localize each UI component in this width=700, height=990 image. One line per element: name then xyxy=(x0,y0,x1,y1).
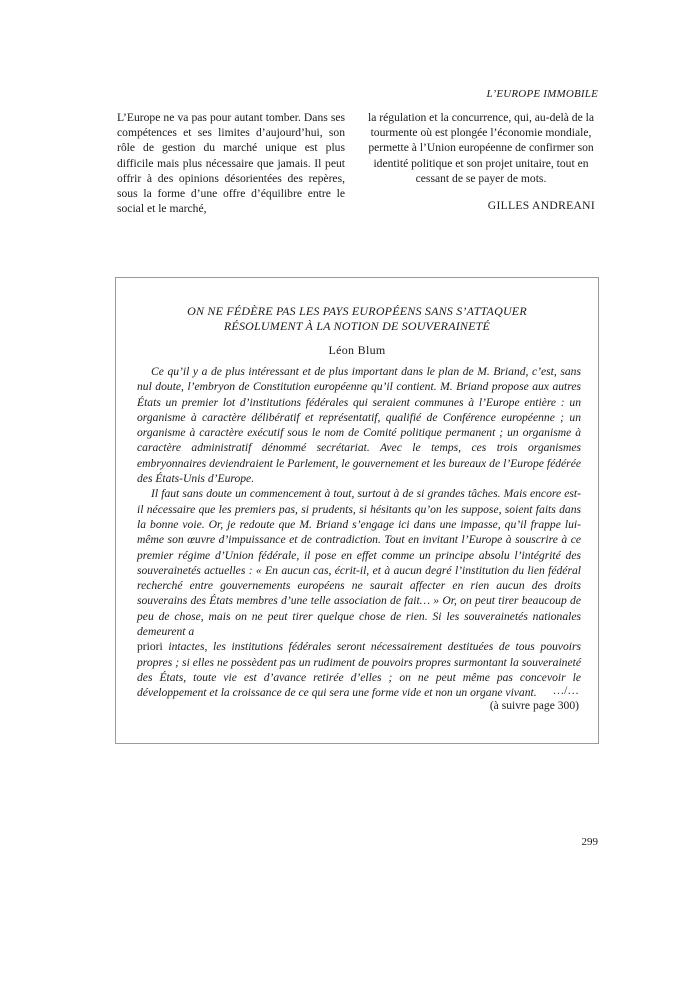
running-head: L’EUROPE IMMOBILE xyxy=(486,88,598,100)
quote-paragraph-2-part2: intactes, les institutions fédérales seront nécessairement destituées de tous pouvoirs propres ; si elles ne possèdent pas un rudiment de pouvoirs propres surmontant la souveraineté des États, toute vie est d’avance retirée d’elles ; on ne peut même pas concevoir le développement et la croissance de ce qui sera une forme vide et non un organe vivant. xyxy=(137,640,581,700)
article-left-text: L’Europe ne va pas pour autant tomber. Dans ses compétences et ses limites d’aujourd’hui, son rôle de gestion du marché unique est plus difficile mais plus nécessaire que jamais. Il peut offrir à des opinions désorientées des repères, sous la forme d’une offre d’équilibre entre le social et le marché, xyxy=(117,111,345,216)
quote-box-title xyxy=(116,304,598,334)
continuation-note: (à suivre page 300) xyxy=(489,699,579,712)
quote-box xyxy=(115,277,599,744)
quote-box-author: Léon Blum xyxy=(328,343,386,357)
quote-paragraph-2-priori: priori xyxy=(137,640,163,654)
article-signature: GILLES ANDREANI xyxy=(487,199,595,213)
quote-box-title-line1: ON NE FÉDÈRE PAS LES PAYS EUROPÉENS SANS S’ATTAQUER xyxy=(187,304,527,318)
quote-paragraph-1: Ce qu’il y a de plus intéressant et de plus important dans le plan de M. Briand, c’est, sans nul doute, l’embryon de Constitution européenne qu’il contient. M. Briand propose aux autres États un premier lot d’institutions fédérales qui seraient communes à l’Europe entière : un organisme à caractère délibératif et représentatif, qualifié de Conférence européenne ; un organisme à caractère exécutif sous le nom de Comité politique permanent ; un organisme à caractère administratif dénommé secrétariat. Avec le temps, ces trois organismes embryonnaires deviendraient le Parlement, le gouvernement et les bureaux de l’Europe fédérée des États-Unis d’Europe. xyxy=(137,365,581,486)
article-right-column xyxy=(367,110,595,213)
quote-box-title-line2: RÉSOLUMENT À LA NOTION DE SOUVERAINETÉ xyxy=(223,319,491,333)
quote-box-body xyxy=(137,364,581,701)
article-right-text: la régulation et la concurrence, qui, au-delà de la tourmente où est plongée l’économie mondiale, permette à l’Union européenne de confirmer son identité politique et son projet unitaire, tout en cessant de se payer de mots. xyxy=(368,111,594,185)
article-left-column xyxy=(117,110,345,216)
page-number: 299 xyxy=(581,836,598,848)
continuation-dots: …/… xyxy=(552,684,579,697)
quote-paragraph-2 xyxy=(137,486,581,700)
quote-paragraph-2-part1: Il faut sans doute un commencement à tout, surtout à de si grandes tâches. Mais encore est-il nécessaire que les premiers pas, si prudents, si hésitants qu’on les suppose, soient faits dans la bonne voie. Or, je redoute que M. Briand s’engage ici dans une impasse, qu’il frappe lui-même son œuvre d’impuissance et de contradiction. Tout en invitant l’Europe à souscrire à ce premier régime d’Union fédérale, il pose en effet comme un principe absolu l’intégrité des souverainetés actuelles : « En aucun cas, écrit-il, et à aucun degré l’institution du lien fédéral recherché entre gouvernements européens ne saurait affecter en rien aucun des droits souverains des États membres d’une telle association de fait… » Or, on peut tirer beaucoup de peu de chose, mais on ne peut tirer quelque chose de rien. Si les souverainetés nationales demeurent a xyxy=(137,487,581,639)
